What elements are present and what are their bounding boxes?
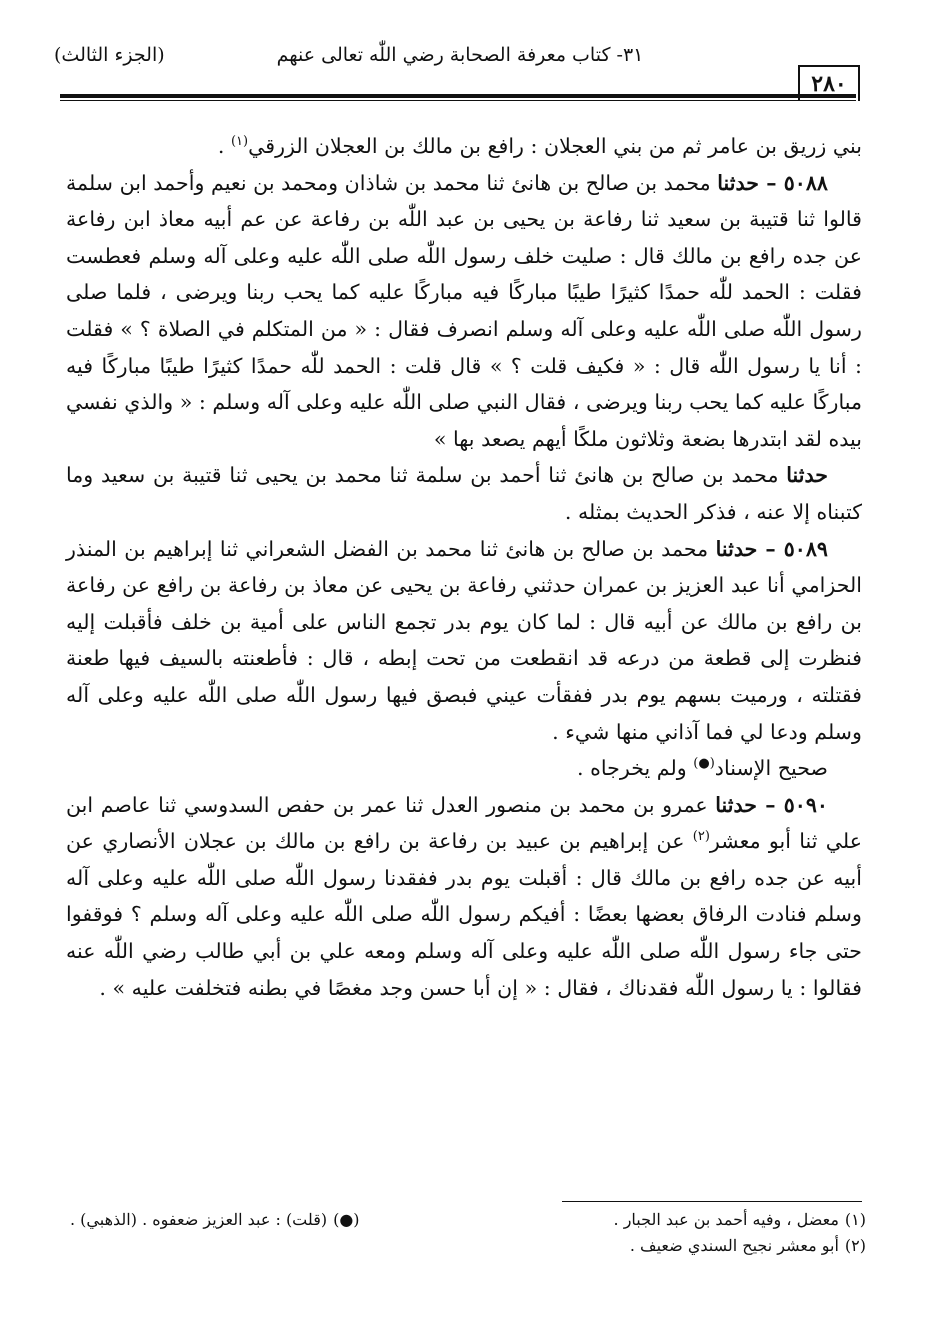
chain-lead: حدثنا	[786, 463, 828, 488]
hadith-number: ٥٠٨٨ – حدثنا	[717, 170, 828, 195]
main-text	[66, 128, 862, 1006]
footnote-row	[70, 1207, 866, 1233]
footnote-ref-1: (١)	[230, 134, 249, 150]
header-rule-thick	[60, 94, 856, 98]
hadith-5089: ٥٠٨٩ – حدثنا محمد بن صالح بن هانئ ثنا محمد بن الفضل الشعراني ثنا إبراهيم بن المنذر الحزامي أنا عبد العزيز بن عمران حدثني رفاعة بن يحيى عن معاذ بن رفاعة بن رافع عن رفاعة بن رافع بن مالك عن أبيه قال : لما كان يوم بدر تجمع الناس على أمية بن خلف فأقبلت إليه فنظرت إلى قطعة من درعه قد انقطعت من تحت إبطه ، قال : فأطعنته بالسيف فيها طعنة فقتلته ، ورميت بسهم يوم بدر ففقأت عيني فبصق فيها رسول اللّٰه صلى اللّٰه عليه وعلى آله وسلم ودعا لي فما آذاني منها شيء .	[66, 536, 862, 744]
footnote-ref-2: (٢)	[692, 829, 710, 845]
running-header-title: ٣١- كتاب معرفة الصحابة رضي اللّٰه تعالى عنهم	[276, 44, 644, 66]
hadith-number: ٥٠٨٩ – حدثنا	[715, 536, 828, 561]
footnote-2: (٢)أبو معشر نجيح السندي ضعيف .	[629, 1236, 866, 1255]
authentication-note: صحيح الإسناد(●) ولم يخرجاه .	[576, 756, 828, 781]
running-header-volume: (الجزء الثالث)	[54, 44, 165, 66]
footnote-ref-dot: (●)	[693, 756, 715, 772]
footnote-rule	[562, 1201, 862, 1202]
paragraph-intro: بني زريق بن عامر ثم من بني العجلان : رافع بن مالك بن العجلان الزرقي$^{(١)}$ .	[217, 134, 862, 158]
footnote-dhahabi: (●)(قلت) : عبد العزيز ضعفوه . (الذهبي) .	[70, 1210, 360, 1229]
page-number: ٢٨٠	[798, 65, 860, 101]
footnote-1: (١)معضل ، وفيه أحمد بن عبد الجبار .	[613, 1210, 866, 1229]
hadith-5090: ٥٠٩٠ – حدثنا عمرو بن محمد بن منصور العدل ثنا عمر بن حفص السدوسي ثنا عاصم ابن علي ثنا أبو معشر$^{(٢)}$ عن إبراهيم بن عبيد بن رفاعة بن رافع بن مالك بن عجلان الأنصاري عن أبيه عن جده رافع بن مالك قال : أقبلت يوم بدر ففقدنا رسول اللّٰه صلى اللّٰه عليه وعلى آله وسلم فنادت الرفاق بعضها بعضًا : أفيكم رسول اللّٰه صلى اللّٰه عليه وعلى آله وسلم ؟ فوقفوا حتى جاء رسول اللّٰه صلى اللّٰه عليه وعلى آله وسلم ومعه علي بن أبي طالب رضي اللّٰه عنه فقالوا : يا رسول اللّٰه فقدناك ، فقال : « إن أبا حسن وجد مغصًا في بطنه فتخلفت عليه » .	[66, 792, 862, 1000]
hadith-5088-chain: حدثنا محمد بن صالح بن هانئ ثنا أحمد بن سلمة ثنا محمد بن يحيى ثنا قتيبة بن سعيد وما كتبناه إلا عنه ، فذكر الحديث بمثله .	[66, 463, 862, 524]
hadith-5088: ٥٠٨٨ – حدثنا محمد بن صالح بن هانئ ثنا محمد بن شاذان ومحمد بن نعيم وأحمد ابن سلمة قالوا ثنا قتيبة بن سعيد ثنا رفاعة بن يحيى بن عبد اللّٰه بن رفاعة عن عم أبيه معاذ ابن رفاعة عن جده رافع بن مالك قال : صليت خلف رسول اللّٰه صلى اللّٰه عليه وعلى آله وسلم فعطست فقلت : الحمد للّٰه حمدًا كثيرًا طيبًا مباركًا فيه مباركًا عليه كما يحب ربنا ويرضى ، فلما صلى رسول اللّٰه صلى اللّٰه عليه وعلى آله وسلم انصرف فقال : « من المتكلم في الصلاة ؟ » فقلت : أنا يا رسول اللّٰه قال : « فكيف قلت ؟ » قال قلت : الحمد للّٰه حمدًا كثيرًا طيبًا مباركًا فيه مباركًا عليه كما يحب ربنا ويرضى ، فقال النبي صلى اللّٰه عليه وعلى آله وسلم : « والذي نفسي بيده لقد ابتدرها بضعة وثلاثون ملكًا أيهم يصعد بها »	[66, 170, 862, 451]
header-rule-thin	[60, 100, 856, 101]
hadith-number: ٥٠٩٠ – حدثنا	[715, 792, 828, 817]
footnotes	[70, 1207, 866, 1259]
